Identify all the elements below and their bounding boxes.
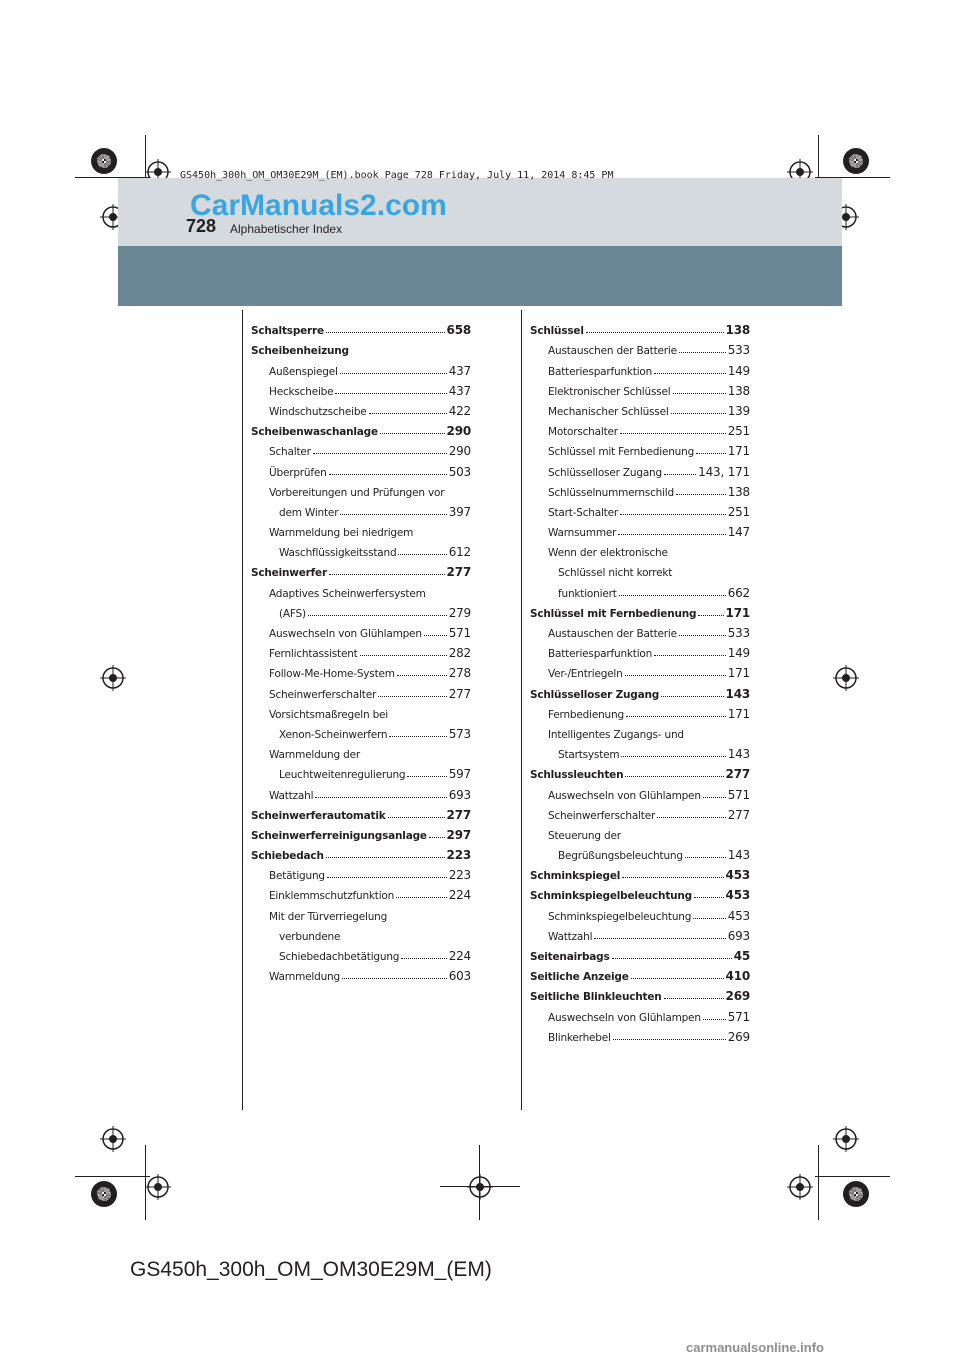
- index-entry-term: Scheibenwaschanlage: [251, 426, 378, 439]
- dot-leader: [329, 474, 447, 475]
- index-entry-page: 143: [727, 747, 750, 762]
- dot-leader: [693, 918, 725, 919]
- index-entry-page: 658: [446, 323, 471, 338]
- index-entry: [530, 822, 750, 842]
- index-entry: [251, 842, 471, 862]
- dot-leader: [703, 1019, 726, 1020]
- index-entry-term: Warnsummer: [548, 527, 617, 540]
- index-entry-term: Scheinwerfer: [251, 567, 327, 580]
- dot-leader: [401, 958, 446, 959]
- index-entry-term: Schlüsselloser Zugang: [548, 466, 662, 479]
- index-entry-page: 251: [727, 504, 750, 519]
- index-entry: [530, 438, 750, 458]
- index-entry-term: Austauschen der Batterie: [548, 628, 677, 640]
- index-entry-term: Steuerung der: [548, 829, 621, 842]
- index-entry-page: 597: [448, 767, 471, 782]
- registration-mark-icon: [787, 1174, 813, 1200]
- index-entry-page: 149: [727, 363, 750, 378]
- index-entry-term: Auswechseln von Glühlampen: [269, 628, 422, 640]
- color-target-icon: [843, 1181, 869, 1207]
- index-entry: [530, 357, 750, 377]
- index-entry-page: 290: [448, 444, 471, 459]
- index-entry: [530, 640, 750, 660]
- index-entry-page: 277: [446, 807, 471, 822]
- index-entry-term: Schiebedachbetätigung: [279, 951, 400, 963]
- index-entry-page: 437: [448, 383, 471, 398]
- index-entry-page: 453: [725, 868, 750, 883]
- index-entry-page: 533: [727, 343, 750, 358]
- dot-leader: [619, 595, 726, 596]
- dot-leader: [612, 958, 732, 959]
- index-entry: [530, 418, 750, 438]
- dot-leader: [676, 494, 726, 495]
- index-entry-term: (AFS): [279, 607, 306, 620]
- index-entry-term: Intelligentes Zugangs- und: [548, 728, 684, 741]
- index-entry: [251, 822, 471, 842]
- color-target-icon: [843, 148, 869, 174]
- dot-leader: [397, 675, 447, 676]
- dot-leader: [429, 837, 445, 838]
- index-entry-term: Leuchtweitenregulierung: [279, 769, 406, 782]
- index-entry-term: Schlüsselloser Zugang: [530, 688, 660, 701]
- dot-leader: [696, 453, 726, 454]
- dot-leader: [424, 635, 447, 636]
- dot-leader: [327, 877, 447, 878]
- index-entry-page: 277: [727, 807, 750, 822]
- index-entry-term: Adaptives Scheinwerfersystem: [269, 587, 426, 600]
- index-entry: [251, 721, 471, 741]
- index-entry: [251, 620, 471, 640]
- index-entry-term: Schlüsselnummernschild: [548, 486, 674, 499]
- index-entry-page: 612: [448, 545, 471, 560]
- index-entry-page: 693: [448, 787, 471, 802]
- index-entry-page: 224: [448, 949, 471, 963]
- index-entry-term: Motorschalter: [548, 426, 618, 439]
- index-entry-term: Schlussleuchten: [530, 769, 624, 782]
- index-entry: [530, 781, 750, 801]
- index-entry: [530, 802, 750, 822]
- index-entry: [251, 923, 471, 943]
- index-entry: [530, 620, 750, 640]
- index-entry-page: 224: [448, 888, 471, 903]
- index-entry-page: 223: [446, 848, 471, 863]
- index-entry: [251, 539, 471, 559]
- dot-leader: [613, 1039, 726, 1040]
- index-entry-term: Batteriesparfunktion: [548, 648, 653, 661]
- index-entry: [251, 781, 471, 801]
- index-entry-term: Außenspiegel: [269, 365, 338, 378]
- index-entry-page: 277: [448, 686, 471, 701]
- index-entry-page: 45: [733, 949, 750, 963]
- index-entry-term: Mit der Türverriegelung: [269, 910, 388, 923]
- registration-mark-icon: [467, 1174, 493, 1200]
- registration-mark-icon: [833, 665, 859, 691]
- dot-leader: [308, 615, 447, 616]
- index-entry: [251, 882, 471, 902]
- index-entry: [530, 1003, 750, 1023]
- book-info-line: GS450h_300h_OM_OM30E29M_(EM).book Page 728 Friday, July 11, 2014 8:45 PM: [180, 170, 614, 181]
- dot-leader: [360, 655, 447, 656]
- index-entry-page: 422: [448, 403, 471, 418]
- index-entry-term: Schlüssel mit Fernbedienung: [530, 607, 697, 620]
- dot-leader: [673, 393, 726, 394]
- index-entry: [251, 680, 471, 700]
- index-entry-term: Seitenairbags: [530, 951, 610, 963]
- index-entry-term: Waschflüssigkeitsstand: [279, 547, 397, 560]
- index-entry-page: 138: [727, 383, 750, 398]
- footer-code: GS450h_300h_OM_OM30E29M_(EM): [130, 1258, 492, 1281]
- index-entry: [530, 842, 750, 862]
- index-entry-term: Auswechseln von Glühlampen: [548, 1011, 701, 1024]
- index-entry-term: Schlüssel nicht korrekt: [558, 567, 673, 580]
- index-entry-page: 139: [727, 403, 750, 418]
- dot-leader: [369, 413, 447, 414]
- index-entry: [530, 579, 750, 599]
- dot-leader: [664, 998, 724, 999]
- index-entry-term: Scheinwerferschalter: [548, 809, 656, 822]
- index-entry-term: Schaltsperre: [251, 325, 324, 338]
- index-entry: [251, 479, 471, 499]
- index-entry: [251, 943, 471, 963]
- index-entry-page: 571: [727, 1009, 750, 1024]
- index-entry-term: Follow-Me-Home-System: [269, 668, 395, 681]
- index-entry-page: 223: [448, 868, 471, 883]
- registration-mark-icon: [100, 1126, 126, 1152]
- index-entry: [251, 902, 471, 922]
- index-entry: [251, 499, 471, 519]
- index-entry: [530, 519, 750, 539]
- dot-leader: [388, 817, 445, 818]
- index-entry: [251, 579, 471, 599]
- index-entry-term: Mechanischer Schlüssel: [548, 405, 669, 418]
- index-entry-term: Warnmeldung der: [269, 749, 360, 762]
- index-entry: [530, 741, 750, 761]
- index-entry-page: 269: [725, 989, 750, 1004]
- index-entry: [530, 1024, 750, 1044]
- index-entry-term: Scheinwerferreinigungsanlage: [251, 829, 427, 842]
- index-entry: [251, 802, 471, 822]
- header-band: [118, 246, 842, 306]
- index-entry-term: Elektronischer Schlüssel: [548, 385, 671, 398]
- index-entry: [251, 600, 471, 620]
- dot-leader: [694, 897, 724, 898]
- index-entry-term: Startsystem: [558, 749, 620, 762]
- index-entry-page: 453: [727, 908, 750, 923]
- index-entry-page: 453: [725, 888, 750, 903]
- index-entry-term: Scheibenheizung: [251, 345, 349, 358]
- index-entry-term: Auswechseln von Glühlampen: [548, 789, 701, 802]
- dot-leader: [586, 332, 724, 333]
- dot-leader: [618, 534, 725, 535]
- index-entry: [251, 660, 471, 680]
- index-entry-term: Wattzahl: [548, 930, 593, 943]
- index-entry: [530, 378, 750, 398]
- index-entry-page: 290: [446, 424, 471, 439]
- index-entry-term: Austauschen der Batterie: [548, 345, 677, 358]
- index-entry: [530, 862, 750, 882]
- index-entry-term: Fernbedienung: [548, 708, 624, 721]
- index-entry: [251, 640, 471, 660]
- dot-leader: [626, 716, 726, 717]
- index-entry-page: 138: [725, 323, 750, 338]
- index-entry-page: 410: [725, 969, 750, 984]
- index-entry: [251, 519, 471, 539]
- index-entry-term: Warnmeldung bei niedrigem: [269, 527, 414, 540]
- index-entry-page: 143, 171: [698, 464, 750, 479]
- color-target-icon: [91, 148, 117, 174]
- index-entry: [530, 902, 750, 922]
- dot-leader: [625, 776, 723, 777]
- index-entry-term: Scheinwerferschalter: [269, 688, 377, 701]
- index-entry-page: 149: [727, 646, 750, 661]
- dot-leader: [326, 857, 445, 858]
- index-entry-term: Einklemmschutzfunktion: [269, 890, 395, 903]
- index-entry-page: 278: [448, 666, 471, 681]
- dot-leader: [335, 393, 446, 394]
- index-entry: [530, 680, 750, 700]
- crop-mark: [75, 1176, 150, 1177]
- index-entry-term: Start-Schalter: [548, 506, 618, 519]
- index-entry: [530, 882, 750, 902]
- dot-leader: [315, 797, 446, 798]
- index-entry-term: Überprüfen: [269, 466, 327, 479]
- index-entry-page: 533: [727, 626, 750, 640]
- index-entry: [251, 378, 471, 398]
- page-title: Alphabetischer Index: [230, 222, 343, 236]
- index-entry: [251, 438, 471, 458]
- index-entry-term: Schlüssel: [530, 325, 584, 338]
- index-entry: [530, 458, 750, 478]
- dot-leader: [378, 696, 447, 697]
- index-entry-page: 171: [727, 444, 750, 459]
- index-entry-term: Batteriesparfunktion: [548, 365, 653, 378]
- index-entry: [530, 721, 750, 741]
- index-entry-term: Scheinwerferautomatik: [251, 809, 386, 822]
- index-entry: [251, 963, 471, 983]
- index-entry-term: Schminkspiegelbeleuchtung: [548, 910, 692, 923]
- index-column-right: [530, 317, 750, 1044]
- index-entry-page: 662: [727, 585, 750, 600]
- index-entry-term: Betätigung: [269, 870, 325, 883]
- dot-leader: [380, 433, 445, 434]
- dot-leader: [703, 797, 726, 798]
- index-entry-page: 277: [725, 767, 750, 782]
- dot-leader: [398, 554, 446, 555]
- index-entry: [251, 317, 471, 337]
- crop-mark: [815, 1176, 890, 1177]
- index-entry-term: Blinkerhebel: [548, 1031, 611, 1044]
- index-entry: [530, 701, 750, 721]
- index-entry: [530, 761, 750, 781]
- index-entry-term: Vorbereitungen und Prüfungen vor: [269, 486, 445, 499]
- index-entry-term: dem Winter: [279, 506, 339, 519]
- index-entry-term: Wenn der elektronische: [548, 547, 668, 560]
- index-entry-term: Schalter: [269, 446, 311, 459]
- index-entry-term: Warnmeldung: [269, 971, 340, 984]
- column-rule: [242, 310, 243, 1110]
- index-entry: [251, 701, 471, 721]
- index-entry: [530, 923, 750, 943]
- dot-leader: [620, 514, 726, 515]
- dot-leader: [620, 433, 726, 434]
- dot-leader: [594, 938, 725, 939]
- index-entry-term: Schminkspiegel: [530, 870, 621, 883]
- index-entry: [251, 398, 471, 418]
- index-entry: [251, 418, 471, 438]
- index-entry-page: 143: [727, 848, 750, 863]
- dot-leader: [389, 736, 446, 737]
- dot-leader: [342, 978, 447, 979]
- index-entry-page: 171: [727, 666, 750, 681]
- index-entry: [251, 337, 471, 357]
- index-entry: [530, 559, 750, 579]
- index-entry-page: 277: [446, 565, 471, 580]
- index-entry-term: Schlüssel mit Fernbedienung: [548, 446, 695, 459]
- column-rule: [521, 310, 522, 1110]
- index-entry: [530, 337, 750, 357]
- index-entry: [251, 458, 471, 478]
- index-entry-page: 147: [727, 525, 750, 540]
- dot-leader: [340, 373, 447, 374]
- crop-mark: [440, 1186, 520, 1187]
- registration-mark-icon: [145, 1174, 171, 1200]
- crop-mark: [479, 1145, 480, 1220]
- index-entry-page: 138: [727, 484, 750, 499]
- index-entry-term: Seitliche Blinkleuchten: [530, 991, 662, 1004]
- index-entry: [530, 600, 750, 620]
- index-entry-term: Begrüßungsbeleuchtung: [558, 850, 683, 863]
- index-entry: [530, 660, 750, 680]
- index-entry-term: Xenon-Scheinwerfern: [279, 728, 388, 741]
- index-entry-page: 171: [727, 706, 750, 721]
- registration-mark-icon: [833, 1126, 859, 1152]
- dot-leader: [679, 635, 726, 636]
- index-entry-term: Windschutzscheibe: [269, 405, 367, 418]
- index-entry-page: 573: [448, 726, 471, 741]
- index-entry: [530, 539, 750, 559]
- dot-leader: [631, 978, 724, 979]
- index-entry: [251, 741, 471, 761]
- dot-leader: [621, 756, 725, 757]
- index-entry: [530, 479, 750, 499]
- dot-leader: [340, 514, 446, 515]
- index-entry-term: Wattzahl: [269, 789, 314, 802]
- index-entry-page: 397: [448, 504, 471, 519]
- color-target-icon: [91, 1181, 117, 1207]
- index-entry-term: Vorsichtsmaßregeln bei: [269, 708, 389, 721]
- index-entry-page: 282: [448, 646, 471, 661]
- site-watermark: carmanualsonline.info: [686, 1340, 824, 1355]
- index-entry: [530, 943, 750, 963]
- dot-leader: [657, 817, 726, 818]
- index-entry-term: Schminkspiegelbeleuchtung: [530, 890, 693, 903]
- index-entry: [251, 862, 471, 882]
- index-entry: [530, 317, 750, 337]
- watermark: CarManuals2.com: [190, 189, 447, 222]
- dot-leader: [654, 373, 726, 374]
- index-entry: [530, 963, 750, 983]
- index-entry: [251, 761, 471, 781]
- index-entry-page: 571: [727, 787, 750, 802]
- dot-leader: [661, 696, 723, 697]
- dot-leader: [654, 655, 726, 656]
- index-entry-term: Fernlichtassistent: [269, 648, 358, 661]
- dot-leader: [329, 574, 445, 575]
- dot-leader: [622, 877, 723, 878]
- dot-leader: [313, 453, 447, 454]
- index-column-left: [251, 317, 471, 983]
- dot-leader: [698, 615, 723, 616]
- index-entry-page: 437: [448, 363, 471, 378]
- index-entry: [530, 499, 750, 519]
- dot-leader: [625, 675, 726, 676]
- index-entry-term: verbundene: [279, 930, 341, 943]
- index-entry-page: 571: [448, 626, 471, 640]
- index-entry-page: 693: [727, 928, 750, 943]
- index-entry: [251, 559, 471, 579]
- registration-mark-icon: [100, 665, 126, 691]
- dot-leader: [407, 776, 446, 777]
- dot-leader: [679, 352, 726, 353]
- index-entry: [530, 983, 750, 1003]
- index-entry-page: 171: [725, 605, 750, 620]
- dot-leader: [326, 332, 445, 333]
- index-entry-page: 143: [725, 686, 750, 701]
- index-entry-term: Seitliche Anzeige: [530, 971, 629, 984]
- crop-mark: [818, 1145, 819, 1220]
- index-entry-page: 279: [448, 605, 471, 620]
- index-entry-page: 603: [448, 969, 471, 984]
- dot-leader: [664, 474, 696, 475]
- index-entry-page: 269: [727, 1029, 750, 1044]
- index-entry-page: 297: [446, 827, 471, 842]
- index-entry: [251, 357, 471, 377]
- index-entry: [530, 398, 750, 418]
- index-entry-page: 503: [448, 464, 471, 479]
- dot-leader: [685, 857, 726, 858]
- index-entry-term: Schiebedach: [251, 850, 324, 863]
- index-entry-term: Heckscheibe: [269, 385, 334, 398]
- dot-leader: [396, 897, 447, 898]
- index-entry-term: funktioniert: [558, 587, 617, 600]
- index-entry-term: Ver-/Entriegeln: [548, 668, 623, 681]
- dot-leader: [671, 413, 726, 414]
- page-number: 728: [186, 216, 217, 236]
- index-entry-page: 251: [727, 424, 750, 439]
